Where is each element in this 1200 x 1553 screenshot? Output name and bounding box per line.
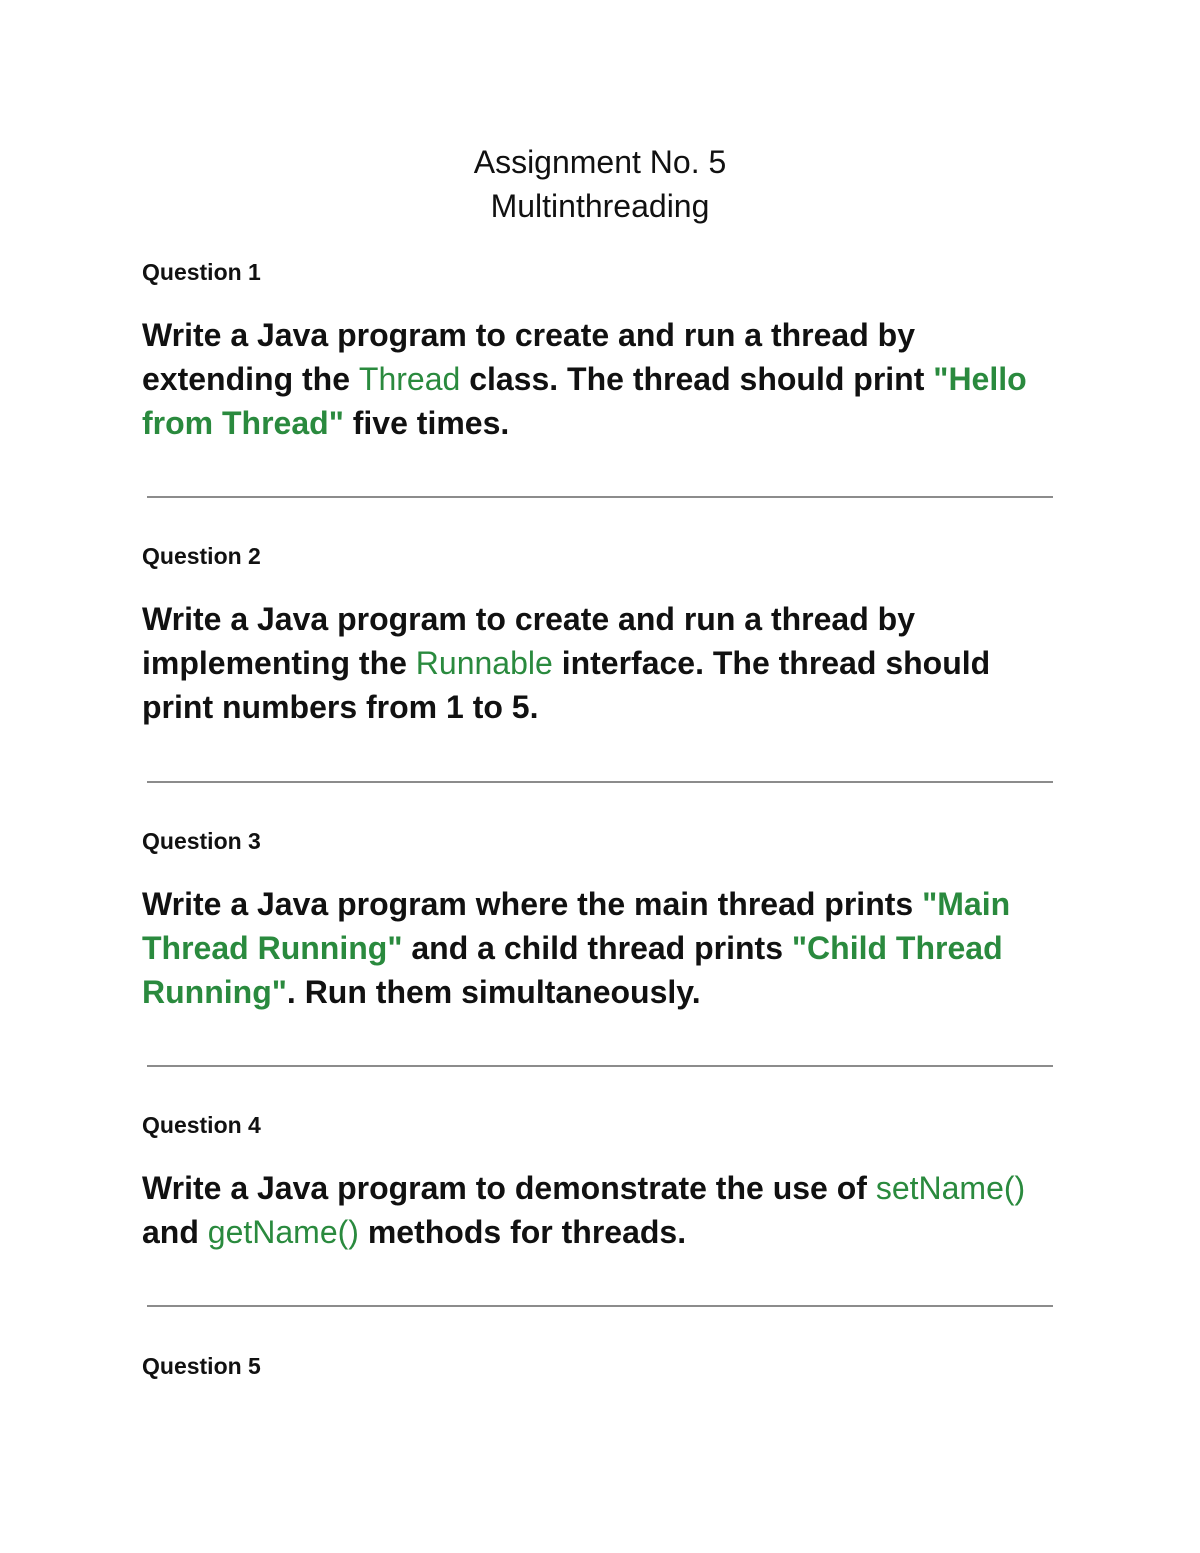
assignment-subtitle: Multinthreading bbox=[490, 188, 710, 224]
question-1-text-part: Write a Java program to create and run a thread by extending the bbox=[142, 317, 915, 397]
question-4-text bbox=[142, 1166, 1062, 1254]
question-1-text-part: five times. bbox=[343, 405, 510, 441]
question-3-text-part: . Run them simultaneously. bbox=[286, 974, 701, 1010]
question-1-text bbox=[142, 313, 1062, 445]
question-3-text bbox=[142, 882, 1062, 1014]
string-literal-hello: "Hello from Thread" bbox=[142, 361, 1027, 441]
question-2-text-part: interface. The thread should print numbers from 1 to 5. bbox=[142, 645, 991, 725]
question-3-text-part: and a child thread prints bbox=[402, 930, 792, 966]
code-term-thread: Thread bbox=[358, 361, 461, 397]
divider bbox=[147, 1305, 1053, 1307]
question-4-text-part: methods for threads. bbox=[358, 1214, 687, 1250]
divider bbox=[147, 496, 1053, 498]
question-4-label: Question 4 bbox=[142, 1112, 261, 1138]
question-3-label: Question 3 bbox=[142, 828, 261, 854]
question-4-text-part: and bbox=[142, 1214, 208, 1250]
question-4-text-part: Write a Java program to demonstrate the use of bbox=[142, 1170, 876, 1206]
assignment-title: Assignment No. 5 bbox=[473, 144, 727, 180]
code-term-getname: getName() bbox=[207, 1214, 359, 1250]
question-5-label: Question 5 bbox=[142, 1353, 261, 1379]
code-term-setname: setName() bbox=[875, 1170, 1026, 1206]
question-1-text-part: class. The thread should print bbox=[460, 361, 934, 397]
question-1-label: Question 1 bbox=[142, 259, 261, 285]
question-2-text-part: Write a Java program to create and run a thread by implementing the bbox=[142, 601, 915, 681]
divider bbox=[147, 781, 1053, 783]
question-2-text bbox=[142, 597, 1062, 729]
string-literal-child: "Child Thread Running" bbox=[142, 930, 1003, 1010]
divider bbox=[147, 1065, 1053, 1067]
code-term-runnable: Runnable bbox=[415, 645, 553, 681]
string-literal-main: "Main Thread Running" bbox=[142, 886, 1011, 966]
question-2-label: Question 2 bbox=[142, 543, 261, 569]
question-3-text-part: Write a Java program where the main thread prints bbox=[142, 886, 923, 922]
